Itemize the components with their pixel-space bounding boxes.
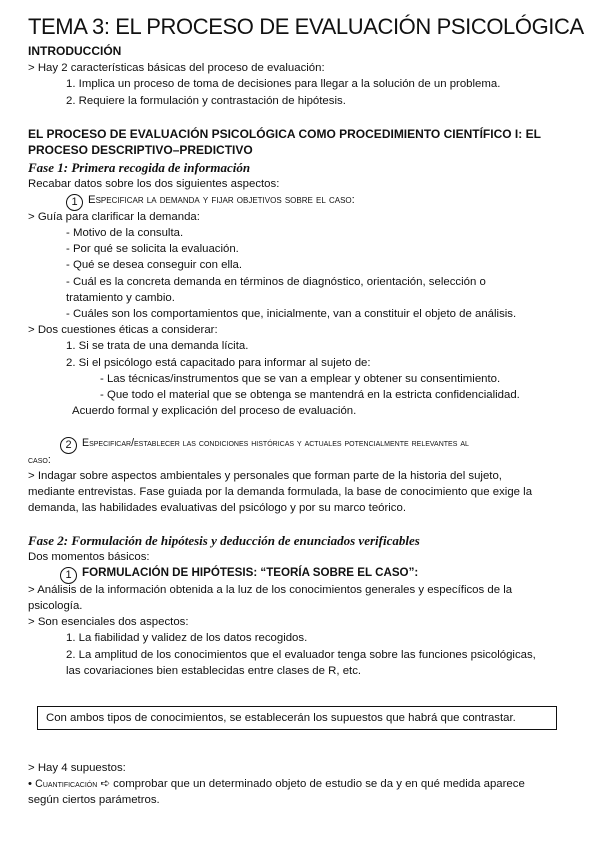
- sub-item: Acuerdo formal y explicación del proceso de evaluación.: [72, 405, 357, 417]
- cuantificacion-label: Cuantificación: [35, 778, 98, 790]
- list-item: las covariaciones bien establecidas entre clases de R, etc.: [66, 665, 362, 677]
- arrow-icon: ➪: [100, 778, 110, 790]
- list-item: - Qué se desea conseguir con ella.: [66, 259, 243, 271]
- step-label: Especificar/establecer las condiciones históricas y actuales potencialmente relevantes al: [82, 437, 469, 449]
- fase1-step2: [60, 436, 469, 454]
- list-item: - Cuáles son los comportamientos que, inicialmente, van a constituir el objeto de análisis.: [66, 308, 517, 320]
- bullet-text: comprobar que un determinado objeto de estudio se da y en qué medida aparece: [110, 778, 525, 790]
- list-item: - Motivo de la consulta.: [66, 227, 184, 239]
- list-item: - Cuál es la concreta demanda en términos de diagnóstico, orientación, selección o: [66, 276, 486, 288]
- list-item: 1. Si se trata de una demanda lícita.: [66, 340, 249, 352]
- list-item: 2. Si el psicólogo está capacitado para informar al sujeto de:: [66, 357, 371, 369]
- eticas-lead: > Dos cuestiones éticas a considerar:: [28, 324, 218, 336]
- esenciales-lead: > Son esenciales dos aspectos:: [28, 616, 189, 628]
- bullet-text-cont: según ciertos parámetros.: [28, 794, 160, 806]
- list-item: 2. La amplitud de los conocimientos que el evaluador tenga sobre las funciones psicológicas,: [66, 649, 536, 661]
- section-heading: PROCESO DESCRIPTIVO–PREDICTIVO: [28, 143, 253, 157]
- intro-item: 2. Requiere la formulación y contrastación de hipótesis.: [66, 95, 346, 107]
- fase1-lead: Recabar datos sobre los dos siguientes aspectos:: [28, 178, 280, 190]
- step-label-cont: caso:: [28, 454, 51, 466]
- list-item: - Por qué se solicita la evaluación.: [66, 243, 239, 255]
- fase2-step1: [60, 566, 418, 584]
- bullet-item: [28, 777, 525, 791]
- intro-heading: INTRODUCCIÓN: [28, 44, 122, 58]
- fase1-title: Fase 1: Primera recogida de información: [28, 160, 251, 175]
- list-item: tratamiento y cambio.: [66, 292, 175, 304]
- paragraph-line: > Indagar sobre aspectos ambientales y personales que forman parte de la historia del sujeto,: [28, 470, 502, 482]
- sub-item: - Que todo el material que se obtenga se mantendrá en la estricta confidencialidad.: [100, 389, 520, 401]
- page-title: TEMA 3: EL PROCESO DE EVALUACIÓN PSICOLÓGICA: [28, 14, 584, 39]
- guia-lead: > Guía para clarificar la demanda:: [28, 211, 200, 223]
- section-heading: EL PROCESO DE EVALUACIÓN PSICOLÓGICA COMO PROCEDIMIENTO CIENTÍFICO I: EL: [28, 127, 541, 141]
- supuestos-lead: > Hay 4 supuestos:: [28, 762, 126, 774]
- callout-box: [37, 706, 557, 730]
- sub-item: - Las técnicas/instrumentos que se van a emplear y obtener su consentimiento.: [100, 373, 501, 385]
- step-number-circle: 1: [60, 567, 77, 584]
- step-number-circle: 1: [66, 194, 83, 211]
- fase1-step1: [66, 193, 355, 211]
- step-label: Especificar la demanda y fijar objetivos sobre el caso:: [88, 194, 355, 206]
- paragraph-line: > Análisis de la información obtenida a la luz de los conocimientos generales y específicos de la: [28, 584, 513, 596]
- step-number-circle: 2: [60, 437, 77, 454]
- bullet-icon: •: [28, 778, 32, 790]
- paragraph-line: mediante entrevistas. Fase guiada por la demanda formulada, la base de conocimiento que exige la: [28, 486, 533, 498]
- fase2-title: Fase 2: Formulación de hipótesis y deducción de enunciados verificables: [28, 533, 420, 548]
- callout-text: Con ambos tipos de conocimientos, se establecerán los supuestos que habrá que contrastar.: [46, 712, 516, 724]
- list-item: 1. La fiabilidad y validez de los datos recogidos.: [66, 632, 308, 644]
- step-label: FORMULACIÓN DE HIPÓTESIS: “TEORÍA SOBRE EL CASO”:: [82, 566, 419, 579]
- paragraph-line: psicología.: [28, 600, 83, 612]
- paragraph-line: demanda, las habilidades evaluativas del psicólogo y por su marco teórico.: [28, 502, 407, 514]
- intro-item: 1. Implica un proceso de toma de decisiones para llegar a la solución de un problema.: [66, 78, 501, 90]
- intro-lead: > Hay 2 características básicas del proceso de evaluación:: [28, 62, 325, 74]
- fase2-lead: Dos momentos básicos:: [28, 551, 150, 563]
